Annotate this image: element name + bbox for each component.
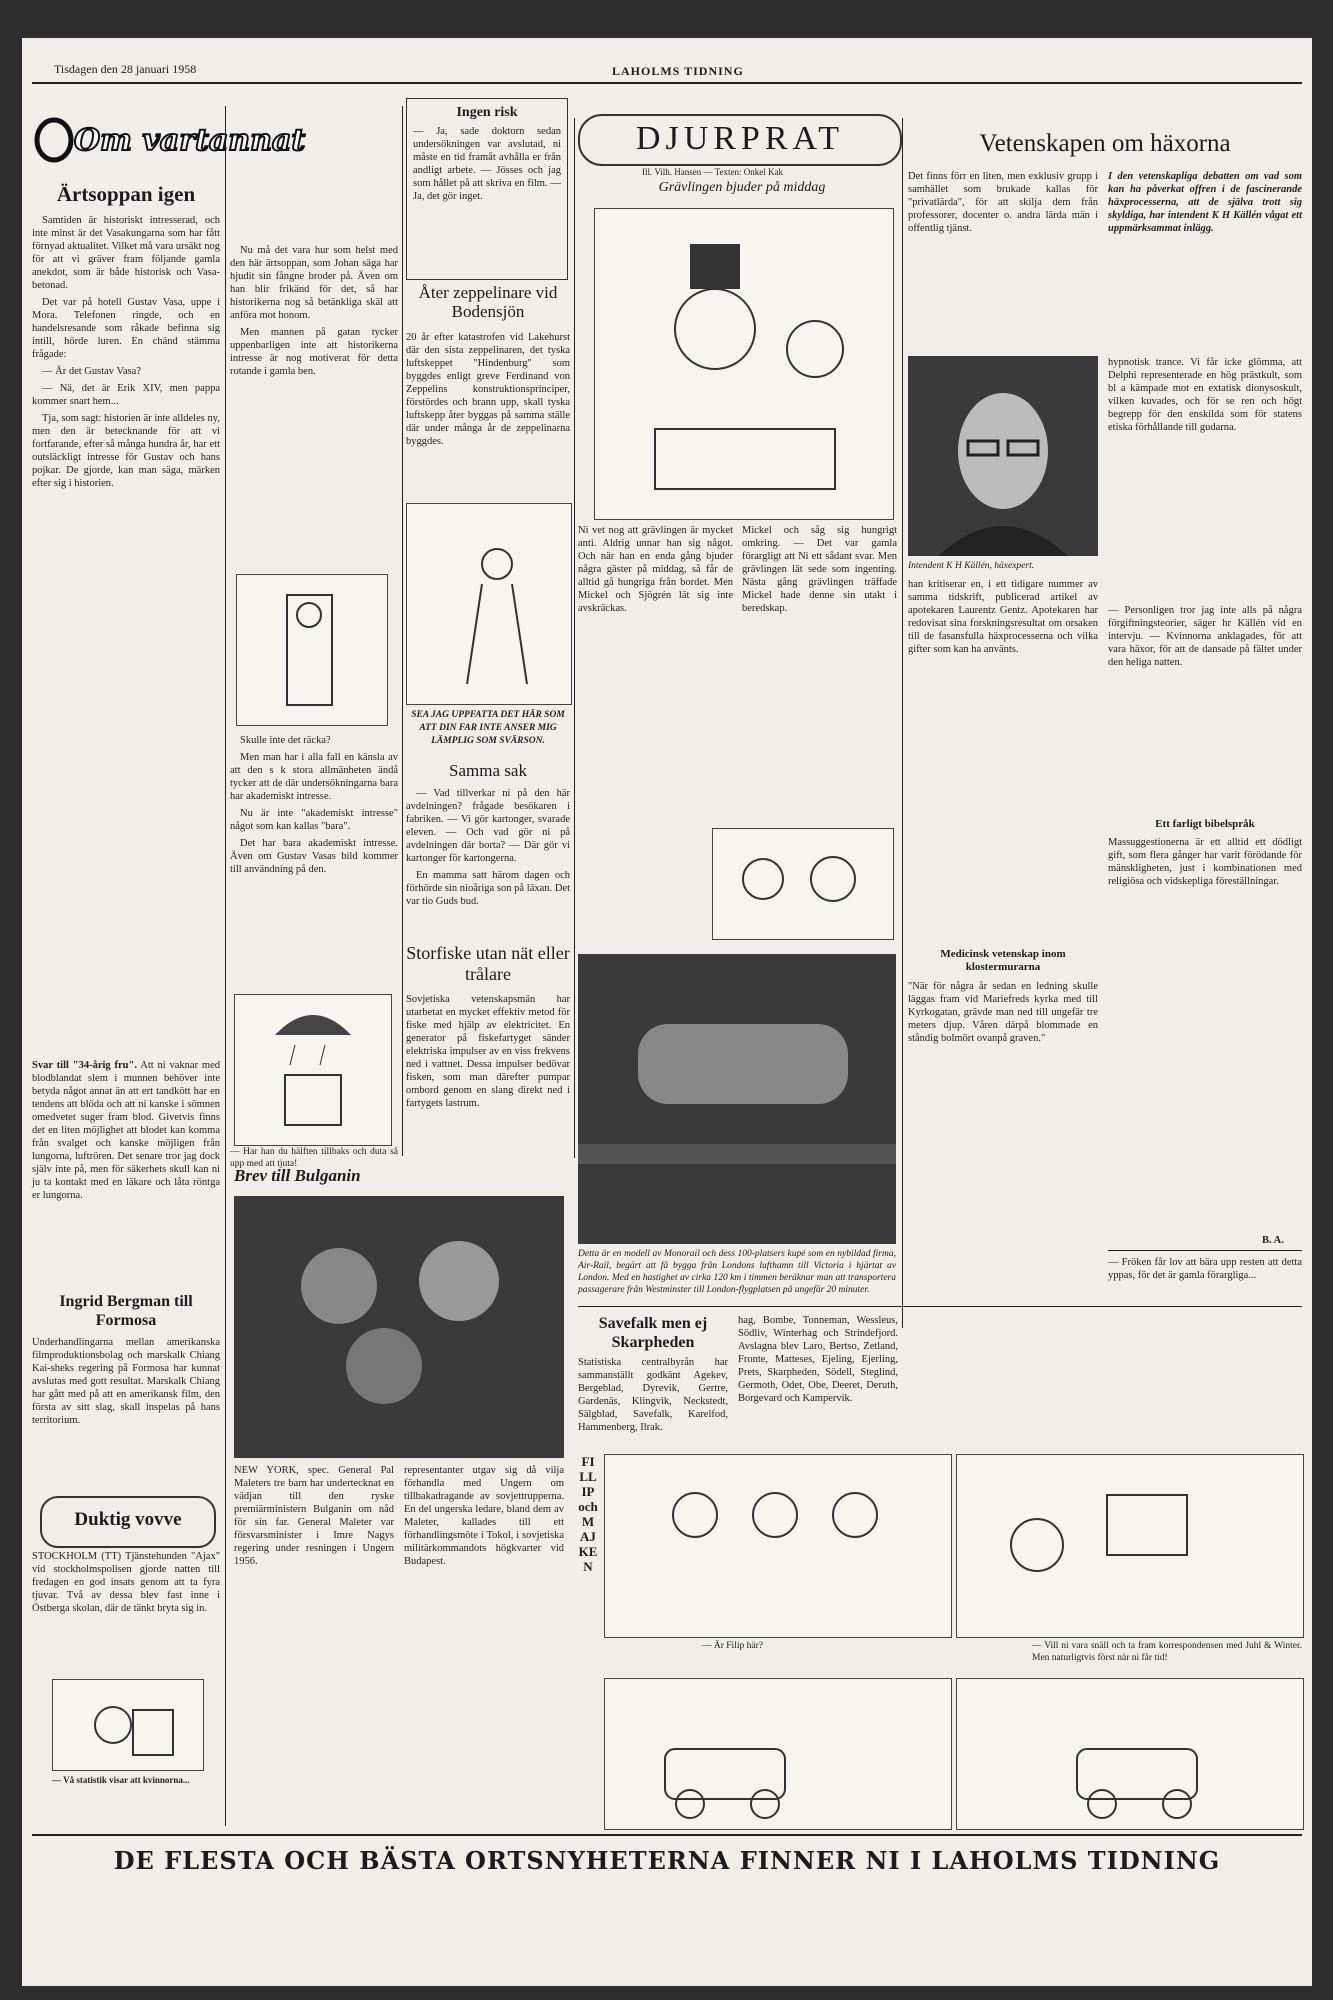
cartoon-couple (406, 503, 572, 705)
medicinsk-body: "När för några år sedan en ledning skulle läggas fram vid Mariefreds kyrka med till Kyrkogatan, grävde man ned till ungefär tre meters djup. Våren därpå blommade en ståndig bolmört ovanpå graven." (908, 981, 1098, 1044)
headline-ingen-risk: Ingen risk (456, 105, 518, 120)
kallen-caption: Intendent K H Källén, häxexpert. (908, 561, 1035, 571)
vetenskap-lead: Det finns förr en liten, men exklusiv grupp i samhället som brukade kallas för "privatlärda", för att skilja dem från professorer, docenter o. andra lärda män i offentlig tjänst. (908, 171, 1098, 234)
savefalk-body: Statistiska centralbyrån har sammanställt godkänt Agekev, Bergeblad, Dyrevik, Gertre, Gardenäs, Klingvik, Neckstedt, Sälgblad, Savefalk, Karelfod, Hammenberg, Ilrak. (578, 1357, 728, 1433)
comic-panel-4 (956, 1678, 1304, 1830)
comic-title: FILLIP och MAJKEN (578, 1454, 598, 1574)
djurprat-body-2: Mickel och såg sig hungrigt omkring. — Det var gamla förargligt att Ni ett sådant svar. Men grävlingen lät sede som ingenting. Nästa gång grävlingen träffade Mickel hade denne sin utakt i beredskap. (742, 525, 897, 614)
column-divider (902, 118, 903, 1328)
vetenskap-col-b: han kritiserar en, i ett tidigare nummer av samma tidskrift, publicerad artikel av apotekaren Laurentz Gentz. Apotekaren har redovisat sina forskningsresultat om orsaken till de fasansfulla häxprocesserna och vilka gifter som kan ha använts. (908, 579, 1098, 655)
savefalk-body-2: hag, Bombe, Tonneman, Wessleus, Södliv, Winterhag och Strindefjord. Avslagna blev Laro, Bertso, Zetland, Fronte, Matteses, Ejeling, Ejerling, Prets, Skarpheden, Södell, Steglind, Germoth, Odet, Obe, Deeret, Deruth, Borgevard och Kampervik. (738, 1315, 898, 1404)
divider (1108, 1250, 1302, 1251)
ingrid-body: Underhandlingarna mellan amerikanska filmproduktionsbolag och marskalk Chiang Kai-sheks regering på Formosa har kunnat avslutas med gott resultat. Marskalk Chiang har gått med på att en amerikansk film, den första av sitt slag, skall inspelas på hans territorium. (32, 1337, 220, 1426)
headline-medicinsk: Medicinsk vetenskap inom klostermurarna (940, 948, 1066, 973)
newspaper-page (22, 38, 1312, 1986)
vignette-logo (32, 104, 306, 174)
headline-duktig: Duktig vovve (74, 1509, 182, 1530)
headline-djurprat: DJURPRAT (635, 120, 845, 157)
reader-answer: Svar till "34-årig fru". Att ni vaknar med blodblandat slem i munnen behöver inte betyda något annat än att ert tandkött har en tendens att blöda och att ni kanske i sömnen omedvetet suger fram blod. Givetvis finns det en liten möjlighet att blodet kan komma från svalget och kanske möjligen från lungorna, luftrören. Det senare tror jag dock själv inte på, men för säkerhets skull kan ni ju ta kontakt med en läkare och låta röntga er lungorna. (32, 1060, 221, 1201)
column-divider (225, 106, 226, 1826)
signature: B. A. (1262, 1235, 1284, 1246)
column-divider (574, 118, 575, 1158)
cartoon-prisoner (236, 574, 388, 726)
article-body: Samtiden är historiskt intresserad, och inte minst är det Vasakungarna som har fått förnyad aktualitet. Vilket må vara ursäkt nog för att vi gräver fram följande gamla anekdot, som är både historisk och Vasa-betonad. Det var på hotell Gustav Vasa, uppe i Mora. Telefonen ringde, och en handelsresande som råkade befinna sig intill, hörde luren. En chänd stämma frågade: — Är det Gustav Vasa? — Nä, det är Erik XIV, men pappa kommer snart hem... Tja, som sagt: historien är inte alldeles ny, men den är betecknande för att vi fortfarande, efter så många hundra år, har ett outsläckligt intresse för Gustav och hans pojkar. De gjorde, kan man säga, märken efter sig i historien. (32, 215, 220, 489)
comic-caption-2: — Vill ni vara snäll och ta fram korrespondensen med Juhl & Winter. Men naturligtvis först när ni får tid! (1032, 1641, 1302, 1663)
djurprat-illustration (594, 208, 894, 520)
djurprat-body-1: Ni vet nog att grävlingen är mycket anti. Aldrig unnar han sig något. Och när han en enda gång bjuder några gäster på middag, så får de alltid gå hungriga från bordet. Men Mickel och Sjögrén lät sig inte avskräckas. (578, 525, 733, 614)
ingen-risk-body: — Ja, sade doktorn sedan undersökningen var avslutad, ni måste en tid framåt avhålla er från andligt arbete. — Jösses och jag som hållet på att skriva en film. — Ja, det gör inget. (413, 126, 561, 202)
vetenskap-col-c: — Personligen tror jag inte alls på några förgiftningsteorier, säger hr Källén vid en intervju. — Kvinnorna anklagades, för att vara häxor, för att de dansade på fältet under den heliga natten. (1108, 605, 1302, 668)
vetenskap-intro: I den vetenskapliga debatten om vad som kan ha påverkat offren i de fascinerande häxprocesserna, att de själva trott sig skyldiga, har intendent K H Källén vågat ett uppmärksammat inlägg. (1108, 171, 1302, 234)
vetenskap-end: — Fröken får lov att bära upp resten att detta yppas, för det är gamla förargliga... (1108, 1257, 1302, 1281)
djurprat-banner (578, 114, 902, 166)
djurprat-subtitle: Grävlingen bjuder på middag (658, 180, 826, 195)
farligt-body: Massuggestionerna är ett alltid ett dödligt gift, som flera gånger har varit förödande för mänskligheten, just i kombinationen med religiösa och vidskepliga föreställningar. (1108, 837, 1302, 887)
divider (578, 1306, 1302, 1307)
brev-body-2: representanter utgav sig då vilja förhandla med Ungern om tillbakadragande av sovjettrupperna. En del ungerska ledare, bland dem av Maleter, kallades till ett förhandlingsmöte i Tokol, i sovjetiska militärkommandots högkvarter vid Budapest. (404, 1465, 564, 1567)
storfiske-body: Sovjetiska vetenskapsmän har utarbetat en mycket effektiv metod för fiske med hjälp av elektricitet. En generator på fiskefartyget sänder elektriska impulser av en viss frekvens ned i vattnet. Dessa impulser bedövar fisken, som man därefter pumpar ombord genom en slang direkt ned i fartygets lastrum. (406, 994, 570, 1109)
footer-rule (32, 1834, 1302, 1836)
djurprat-credit: Ill. Vilh. Hansen — Texten: Onkel Kak (642, 167, 783, 177)
masthead: LAHOLMS TIDNING (612, 64, 744, 78)
headline-vetenskap: Vetenskapen om häxorna (979, 130, 1231, 157)
samma-sak-body: — Vad tillverkar ni på den här avdelningen? frågade besökaren i fabriken. — Vi gör kartonger, svarade eleven. — Och vad gör ni på avdelningen där borta? — Där gör vi kartonger för kartongerna. En mamma satt härom dagen och förhörde sin nioåriga son på läxan. Det var tio Guds bud. (406, 788, 570, 907)
vetenskap-col-a: hypnotisk trance. Vi får icke glömma, att Delphi representerade en hög prästkult, som bl a kämpade mot en extatisk dionysoskult, vilken kuvades, och för se ren och högt begrepp för den enskilda som för statens etiska förhållande till gudarna. (1108, 357, 1302, 433)
headline-ingrid: Ingrid Bergman till Formosa (59, 1293, 193, 1329)
headline-brev: Brev till Bulganin (234, 1166, 361, 1185)
small-cartoon (52, 1679, 204, 1771)
zeppelin-body: 20 år efter katastrofen vid Lakehurst där den sista zeppelinaren, det tyska luftskeppet "Hindenburg" som byggdes enligt greve Ferdinand von Zeppelins konstruktionsprinciper, förstördes och brann upp, skall tyska luftskepp åter byggas på samma ställe där under många år de zeppelinarna byggdes. (406, 332, 570, 447)
photo-children (234, 1196, 564, 1458)
photo-kallen (908, 356, 1098, 556)
column-3 (406, 283, 570, 1153)
headline-storfiske: Storfiske utan nät eller trålare (406, 943, 570, 984)
article-body-more: Skulle inte det räcka? Men man har i alla fall en känsla av att den s k stora allmänheten ändå tycker att de där undersökningarna bara har akademiskt intresse. Nu är inte "akademiskt intresse" något som kan kallas "bara". Det har bara akademiskt intresse. Även om Gustav Vasas bild kommer till användning på den. (230, 735, 398, 875)
comic-panel-3 (604, 1678, 952, 1830)
header-rule (32, 82, 1302, 84)
comic-panel-2 (956, 1454, 1304, 1638)
headline-farligt: Ett farligt bibelspråk (1155, 818, 1255, 830)
djurprat-animals (712, 828, 894, 940)
article-title: Ärtsoppan igen (56, 182, 196, 206)
article-body-continued: Nu må det vara hur som helst med den här ärtsoppan, som Johan säga har hjudit sin fångne broder på. Även om han blir frikänd för det, så har historikerna nog så betänkliga skäl att anföra mot honom. Men mannen på gatan tycker uppenbarligen inte att historikerna intresse är nog motiverat för detta rotande i gamla ben. (230, 245, 398, 377)
cartoon-caption: — Vå statistik visar att kvinnorna... (52, 1775, 190, 1785)
column-divider (402, 106, 403, 1156)
column-2 (230, 104, 398, 1169)
cartoon-rain-caption: — Har han du hälften tillbaks och duta så upp med att tjuta! (230, 1147, 398, 1169)
vignette-text: Om vartannat (74, 123, 306, 158)
photo-monorail (578, 954, 896, 1244)
cartoon-couple-caption: SEA JAG UPPFATTA DET HÄR SOM ATT DIN FAR INTE ANSER MIG LÄMPLIG SOM SVÄRSON. (411, 710, 565, 746)
comic-panel-1 (604, 1454, 952, 1638)
headline-savefalk: Savefalk men ej Skarpheden (598, 1315, 708, 1351)
comic-caption-1: — Är Filip här? (702, 1641, 763, 1651)
issue-date: Tisdagen den 28 januari 1958 (54, 62, 197, 76)
duktig-body: STOCKHOLM (TT) Tjänstehunden "Ajax" vid stockholmspolisen gjorde natten till fredagen en god insats genom att ta fyra tjuvar. Två av dessa blev fast inne i Östberga skolan, där de tänkt bryta sig in. (32, 1551, 220, 1614)
footer-slogan: DE FLESTA OCH BÄSTA ORTSNYHETERNA FINNER NI I LAHOLMS TIDNING (113, 1846, 1221, 1875)
cartoon-rain (234, 994, 392, 1146)
duktig-box (40, 1496, 216, 1548)
headline-samma-sak: Samma sak (449, 761, 527, 780)
brev-body: NEW YORK, spec. General Pal Maleters tre barn har undertecknat en vädjan till den ryske premiärministern Bulganin om nåd för sin far. General Maleter var försvarsminister i Imre Nagys regering under resningen i Ungern 1956. (234, 1465, 394, 1567)
monorail-caption: Detta är en modell av Monorail och dess 100-platsers kupé som en nybildad firma, Air-Rail, begärt att få bygga från Londons lufthamn till Victoria i hjärtat av London. Med en hastighet av cirka 120 km i timmen beräknar man att transportera passagerare från Westminster till London-flygplatsen på ungefär 20 minuter. (578, 1249, 896, 1295)
ingen-risk-box (406, 98, 568, 280)
headline-zeppelin: Åter zeppelinare vid Bodensjön (418, 283, 558, 321)
